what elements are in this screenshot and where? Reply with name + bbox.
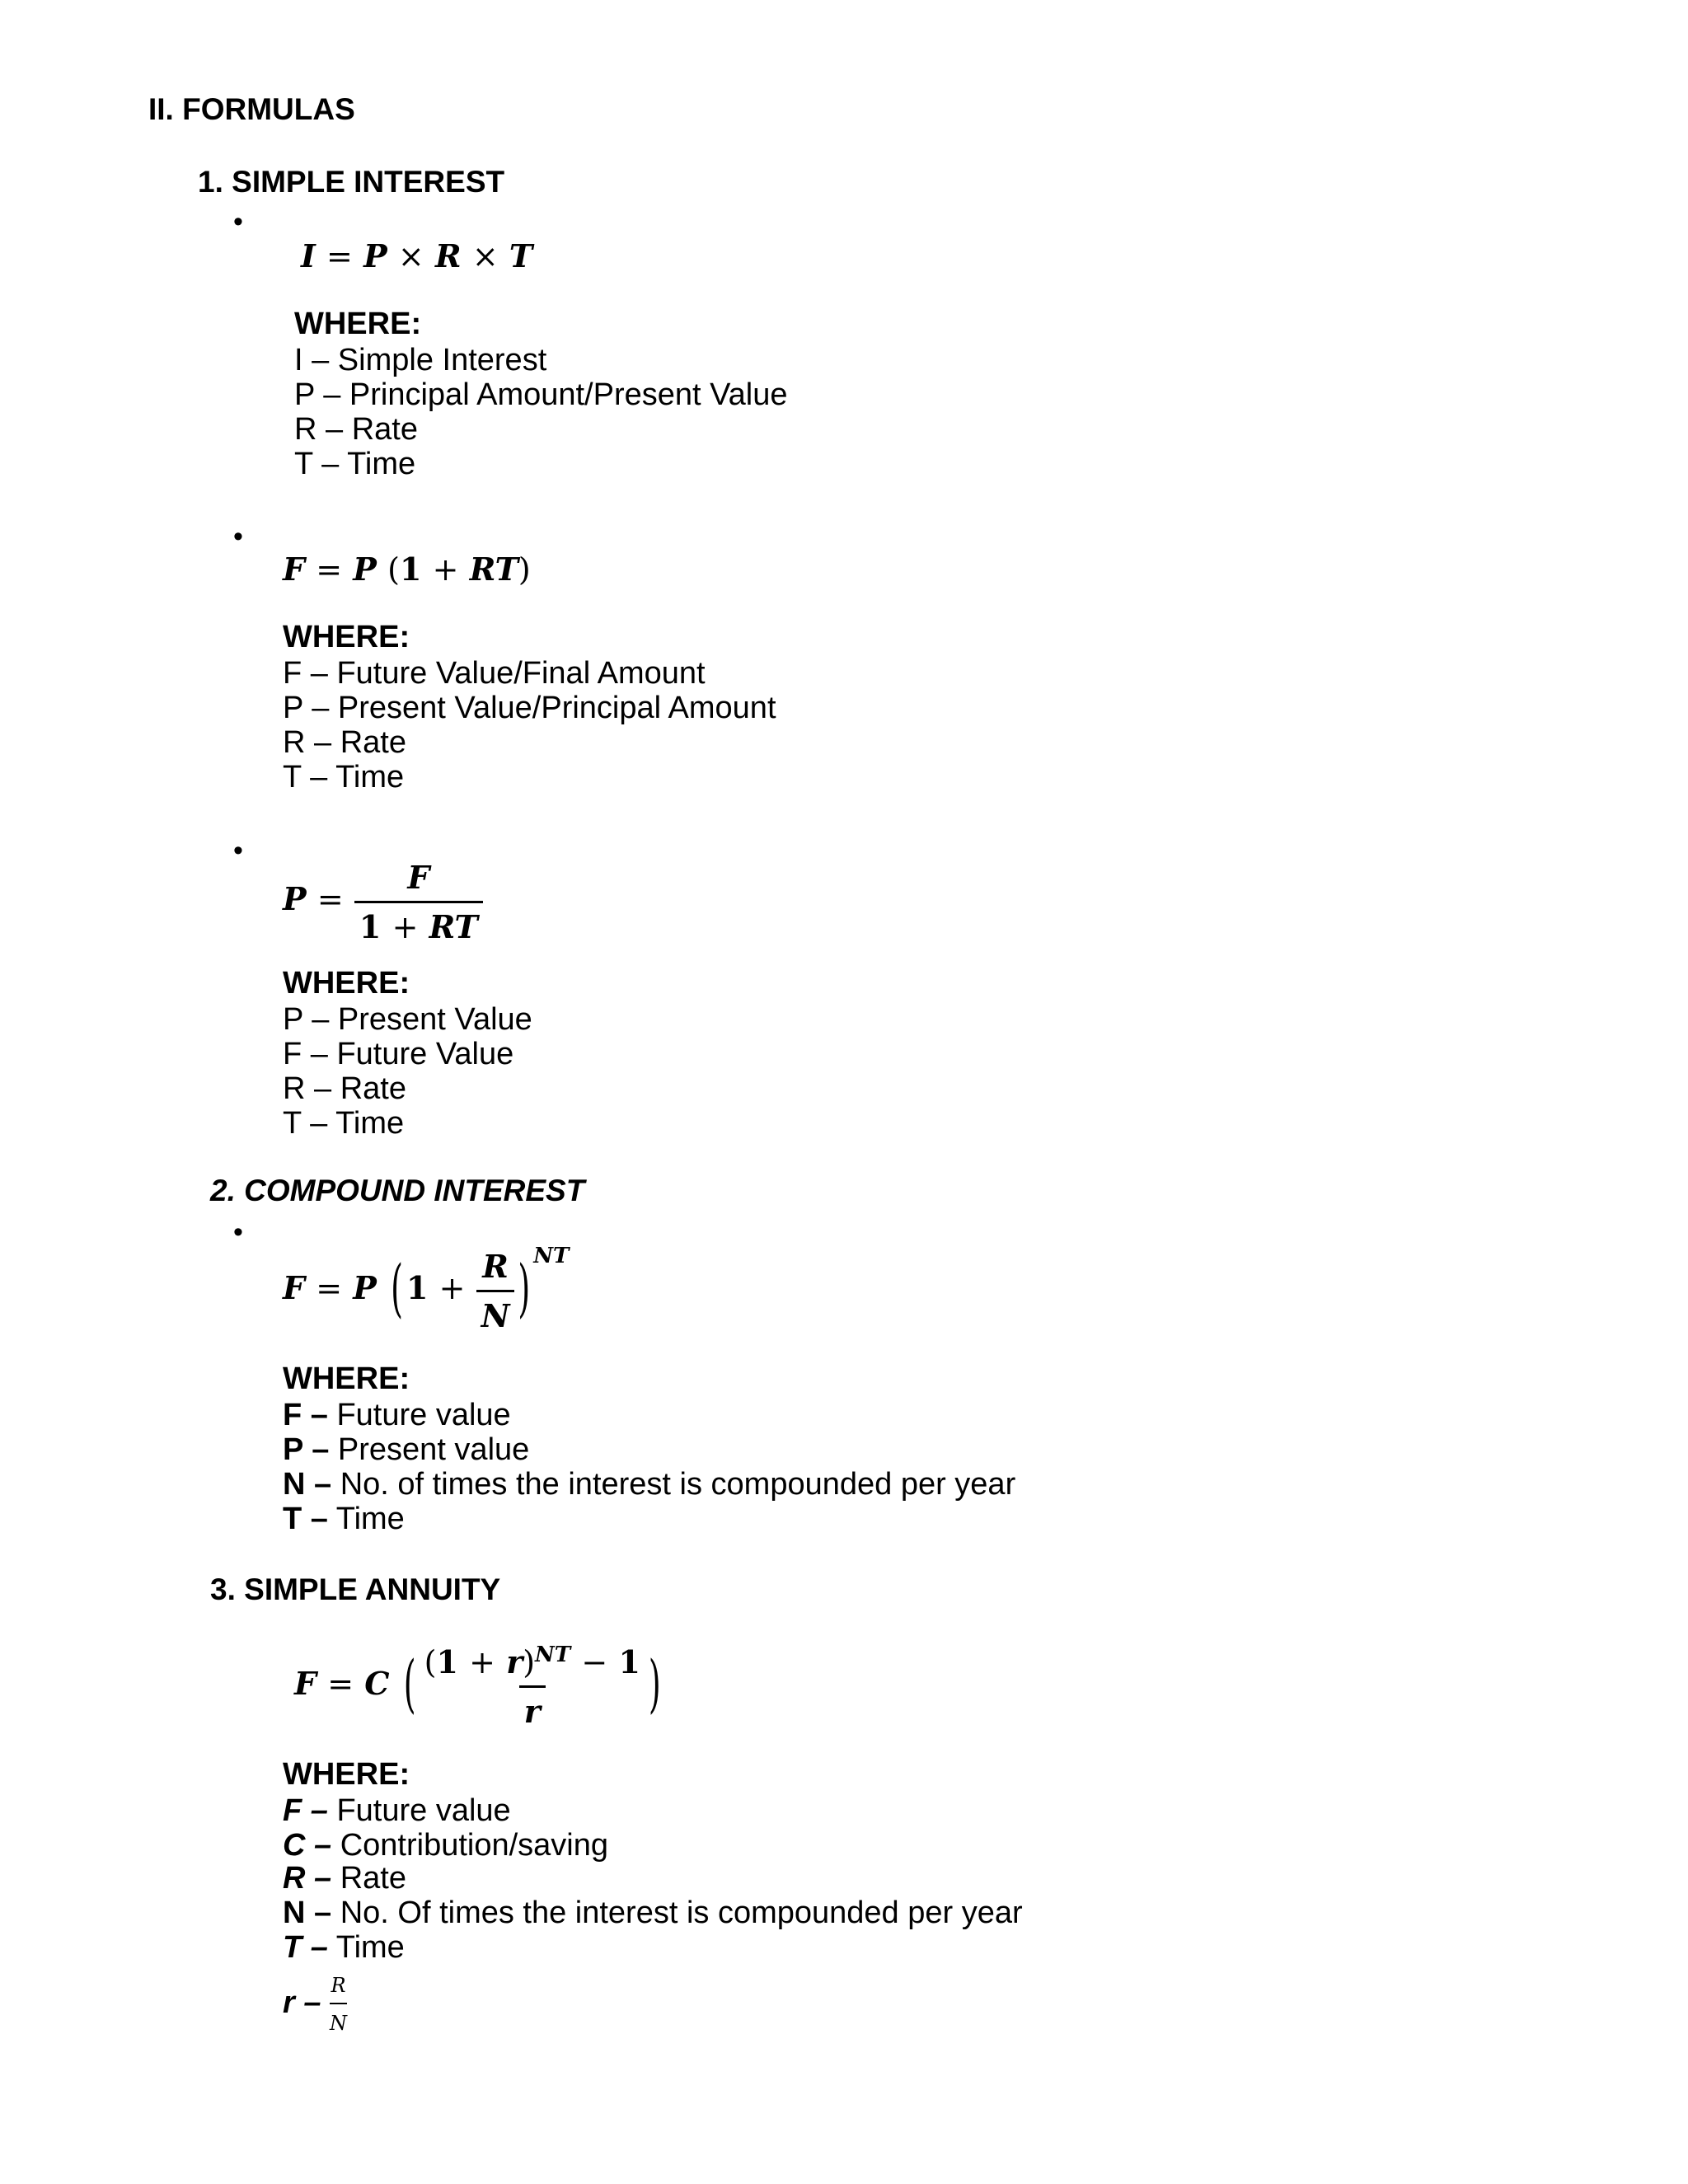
definition-line: R – Rate bbox=[294, 412, 418, 447]
symbol: C – bbox=[283, 1828, 332, 1863]
definition-line: P – Present Value bbox=[283, 1002, 532, 1037]
symbol: F – bbox=[283, 1793, 328, 1828]
symbol: N – bbox=[283, 1896, 332, 1930]
definition-line: T – Time bbox=[283, 1106, 405, 1141]
definition-line bbox=[283, 1398, 511, 1432]
definition-line bbox=[283, 1828, 608, 1863]
fraction-denominator: N bbox=[330, 2003, 347, 2041]
definition-line: T – Time bbox=[294, 447, 416, 481]
where-label: WHERE: bbox=[283, 620, 410, 654]
definition-line bbox=[283, 1896, 1023, 1930]
bullet: • bbox=[233, 206, 243, 237]
description: Contribution/saving bbox=[331, 1828, 608, 1863]
section-title-simple-interest: 1. SIMPLE INTEREST bbox=[198, 165, 505, 199]
formula-present-value: P = $\frac{F}{1 + RT}$ bbox=[283, 859, 483, 945]
bullet: • bbox=[233, 835, 243, 866]
where-label: WHERE: bbox=[294, 307, 422, 341]
definition-line: P – Principal Amount/Present Value bbox=[294, 377, 788, 412]
symbol: R – bbox=[283, 1861, 332, 1896]
definition-line: R – Rate bbox=[283, 725, 406, 760]
symbol: T – bbox=[283, 1930, 328, 1965]
definition-line: I – Simple Interest bbox=[294, 343, 547, 377]
fraction-numerator: R bbox=[331, 1974, 346, 1997]
symbol: N – bbox=[283, 1467, 332, 1502]
description: Present value bbox=[329, 1432, 530, 1467]
where-label: WHERE: bbox=[283, 1757, 410, 1792]
definition-line: R – Rate bbox=[283, 1071, 406, 1106]
definition-line: F – Future Value bbox=[283, 1037, 514, 1071]
rate-fraction bbox=[330, 1968, 347, 2041]
definition-line bbox=[283, 1861, 406, 1896]
definition-line bbox=[283, 1467, 1015, 1502]
definition-line bbox=[283, 1930, 405, 1965]
definition-line: P – Present Value/Principal Amount bbox=[283, 691, 776, 725]
symbol: P – bbox=[283, 1432, 330, 1467]
symbol: F – bbox=[283, 1398, 328, 1432]
definition-line bbox=[283, 1502, 405, 1536]
definition-line: F – Future Value/Final Amount bbox=[283, 656, 706, 691]
page-heading: II. FORMULAS bbox=[148, 92, 355, 126]
where-label: WHERE: bbox=[283, 966, 410, 1001]
symbol: T – bbox=[283, 1502, 328, 1536]
definition-line bbox=[283, 1968, 347, 2041]
section-title-compound-interest: 2. COMPOUND INTEREST bbox=[210, 1174, 585, 1207]
bullet: • bbox=[233, 1216, 243, 1248]
section-title-simple-annuity: 3. SIMPLE ANNUITY bbox=[210, 1572, 501, 1606]
description: No. Of times the interest is compounded per year bbox=[331, 1896, 1023, 1930]
formula-future-value: F = P (1 + RT) bbox=[283, 551, 531, 588]
description: Future value bbox=[327, 1793, 511, 1828]
description: Rate bbox=[331, 1861, 406, 1896]
description: Future value bbox=[327, 1398, 511, 1432]
formula-simple-annuity: F = C ( $\frac{(1 + r)^{NT} - 1}{r}$ ) bbox=[294, 1643, 661, 1730]
definition-line bbox=[283, 1432, 529, 1467]
bullet: • bbox=[233, 521, 243, 552]
formula-compound-interest: F = P ( 1 + $\frac{R}{N}$ ) $^{NT}$ bbox=[283, 1244, 570, 1334]
symbol: r – bbox=[283, 1985, 321, 2021]
definition-line: T – Time bbox=[283, 760, 405, 794]
definition-line bbox=[283, 1793, 511, 1828]
formula-simple-interest: I = P × R × T bbox=[301, 237, 533, 274]
description: Time bbox=[327, 1930, 405, 1965]
description: Time bbox=[327, 1502, 405, 1536]
description: No. of times the interest is compounded per year bbox=[331, 1467, 1016, 1502]
where-label: WHERE: bbox=[283, 1361, 410, 1396]
